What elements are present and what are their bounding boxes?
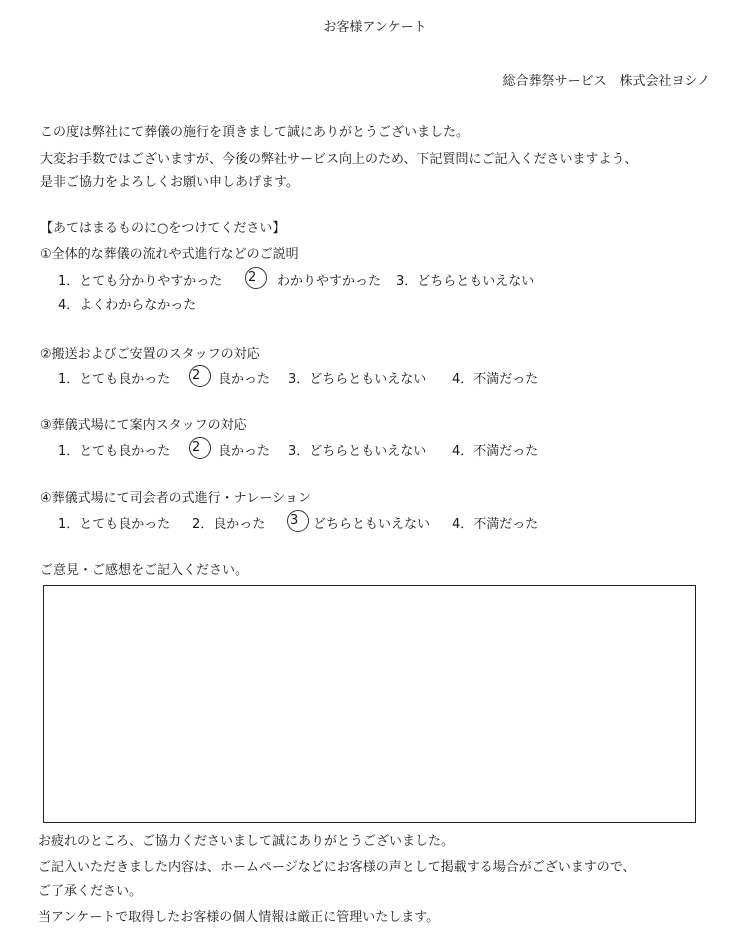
intro-line: 大変お手数ではございますが、今後の弊社サービス向上のため、下記質問にご記入くださいますよう、 [40, 152, 638, 167]
selection-circle [287, 510, 309, 532]
instruction: 【あてはまるものに○をつけてください】 [40, 221, 286, 236]
option-3[interactable]: 3．どちらともいえない [288, 372, 427, 387]
option-1[interactable]: 1．とても分かりやすかった [58, 274, 223, 289]
option-1[interactable]: 1．とても良かった [58, 372, 171, 387]
question-label: ④葬儀式場にて司会者の式進行・ナレーション [40, 491, 311, 506]
question-label: ③葬儀式場にて案内スタッフの対応 [40, 418, 247, 433]
option-4[interactable]: 4．不満だった [452, 517, 539, 532]
option-2-label: 良かった [218, 444, 271, 459]
option-3-circled[interactable] [290, 513, 298, 528]
question-label: ②搬送およびご安置のスタッフの対応 [40, 347, 260, 362]
footer-line: ご了承ください。 [38, 884, 143, 899]
selection-circle [189, 365, 211, 387]
comment-label: ご意見・ご感想をご記入ください。 [40, 563, 249, 578]
selection-circle [245, 267, 267, 289]
option-3-label: どちらともいえない [313, 517, 431, 532]
footer-line: お疲れのところ、ご協力くださいまして誠にありがとうございました。 [38, 834, 455, 849]
option-3[interactable]: 3．どちらともいえない [288, 444, 427, 459]
comment-box[interactable] [43, 585, 696, 823]
option-2-label: わかりやすかった [277, 274, 382, 289]
page-title: お客様アンケート [323, 20, 427, 35]
company-name: 総合葬祭サービス 株式会社ヨシノ [502, 74, 710, 89]
option-2-label: 良かった [218, 372, 271, 387]
intro-line: この度は弊社にて葬儀の施行を頂きまして誠にありがとうございました。 [40, 125, 470, 140]
question-label: ①全体的な葬儀の流れや式進行などのご説明 [40, 247, 299, 262]
option-4[interactable]: 4．よくわからなかった [58, 298, 197, 313]
option-2-circled[interactable] [248, 270, 256, 285]
option-4[interactable]: 4．不満だった [452, 372, 539, 387]
footer-line: ご記入いただきました内容は、ホームページなどにお客様の声として掲載する場合がございますので、 [38, 860, 636, 875]
option-1[interactable]: 1．とても良かった [58, 444, 171, 459]
option-2-circled[interactable] [192, 440, 200, 455]
option-3[interactable]: 3．どちらともいえない [396, 274, 535, 289]
option-4[interactable]: 4．不満だった [452, 444, 539, 459]
option-number: 2 [248, 270, 257, 285]
selection-circle [189, 437, 211, 459]
option-2-circled[interactable] [192, 368, 200, 383]
option-number: 3 [290, 513, 299, 528]
option-number: 2 [192, 368, 201, 383]
intro-line: 是非ご協力をよろしくお願い申しあげます。 [40, 175, 299, 190]
footer-line: 当アンケートで取得したお客様の個人情報は厳正に管理いたします。 [38, 910, 440, 925]
option-1[interactable]: 1．とても良かった [58, 517, 171, 532]
option-2[interactable]: 2．良かった [192, 517, 266, 532]
option-number: 2 [192, 440, 201, 455]
